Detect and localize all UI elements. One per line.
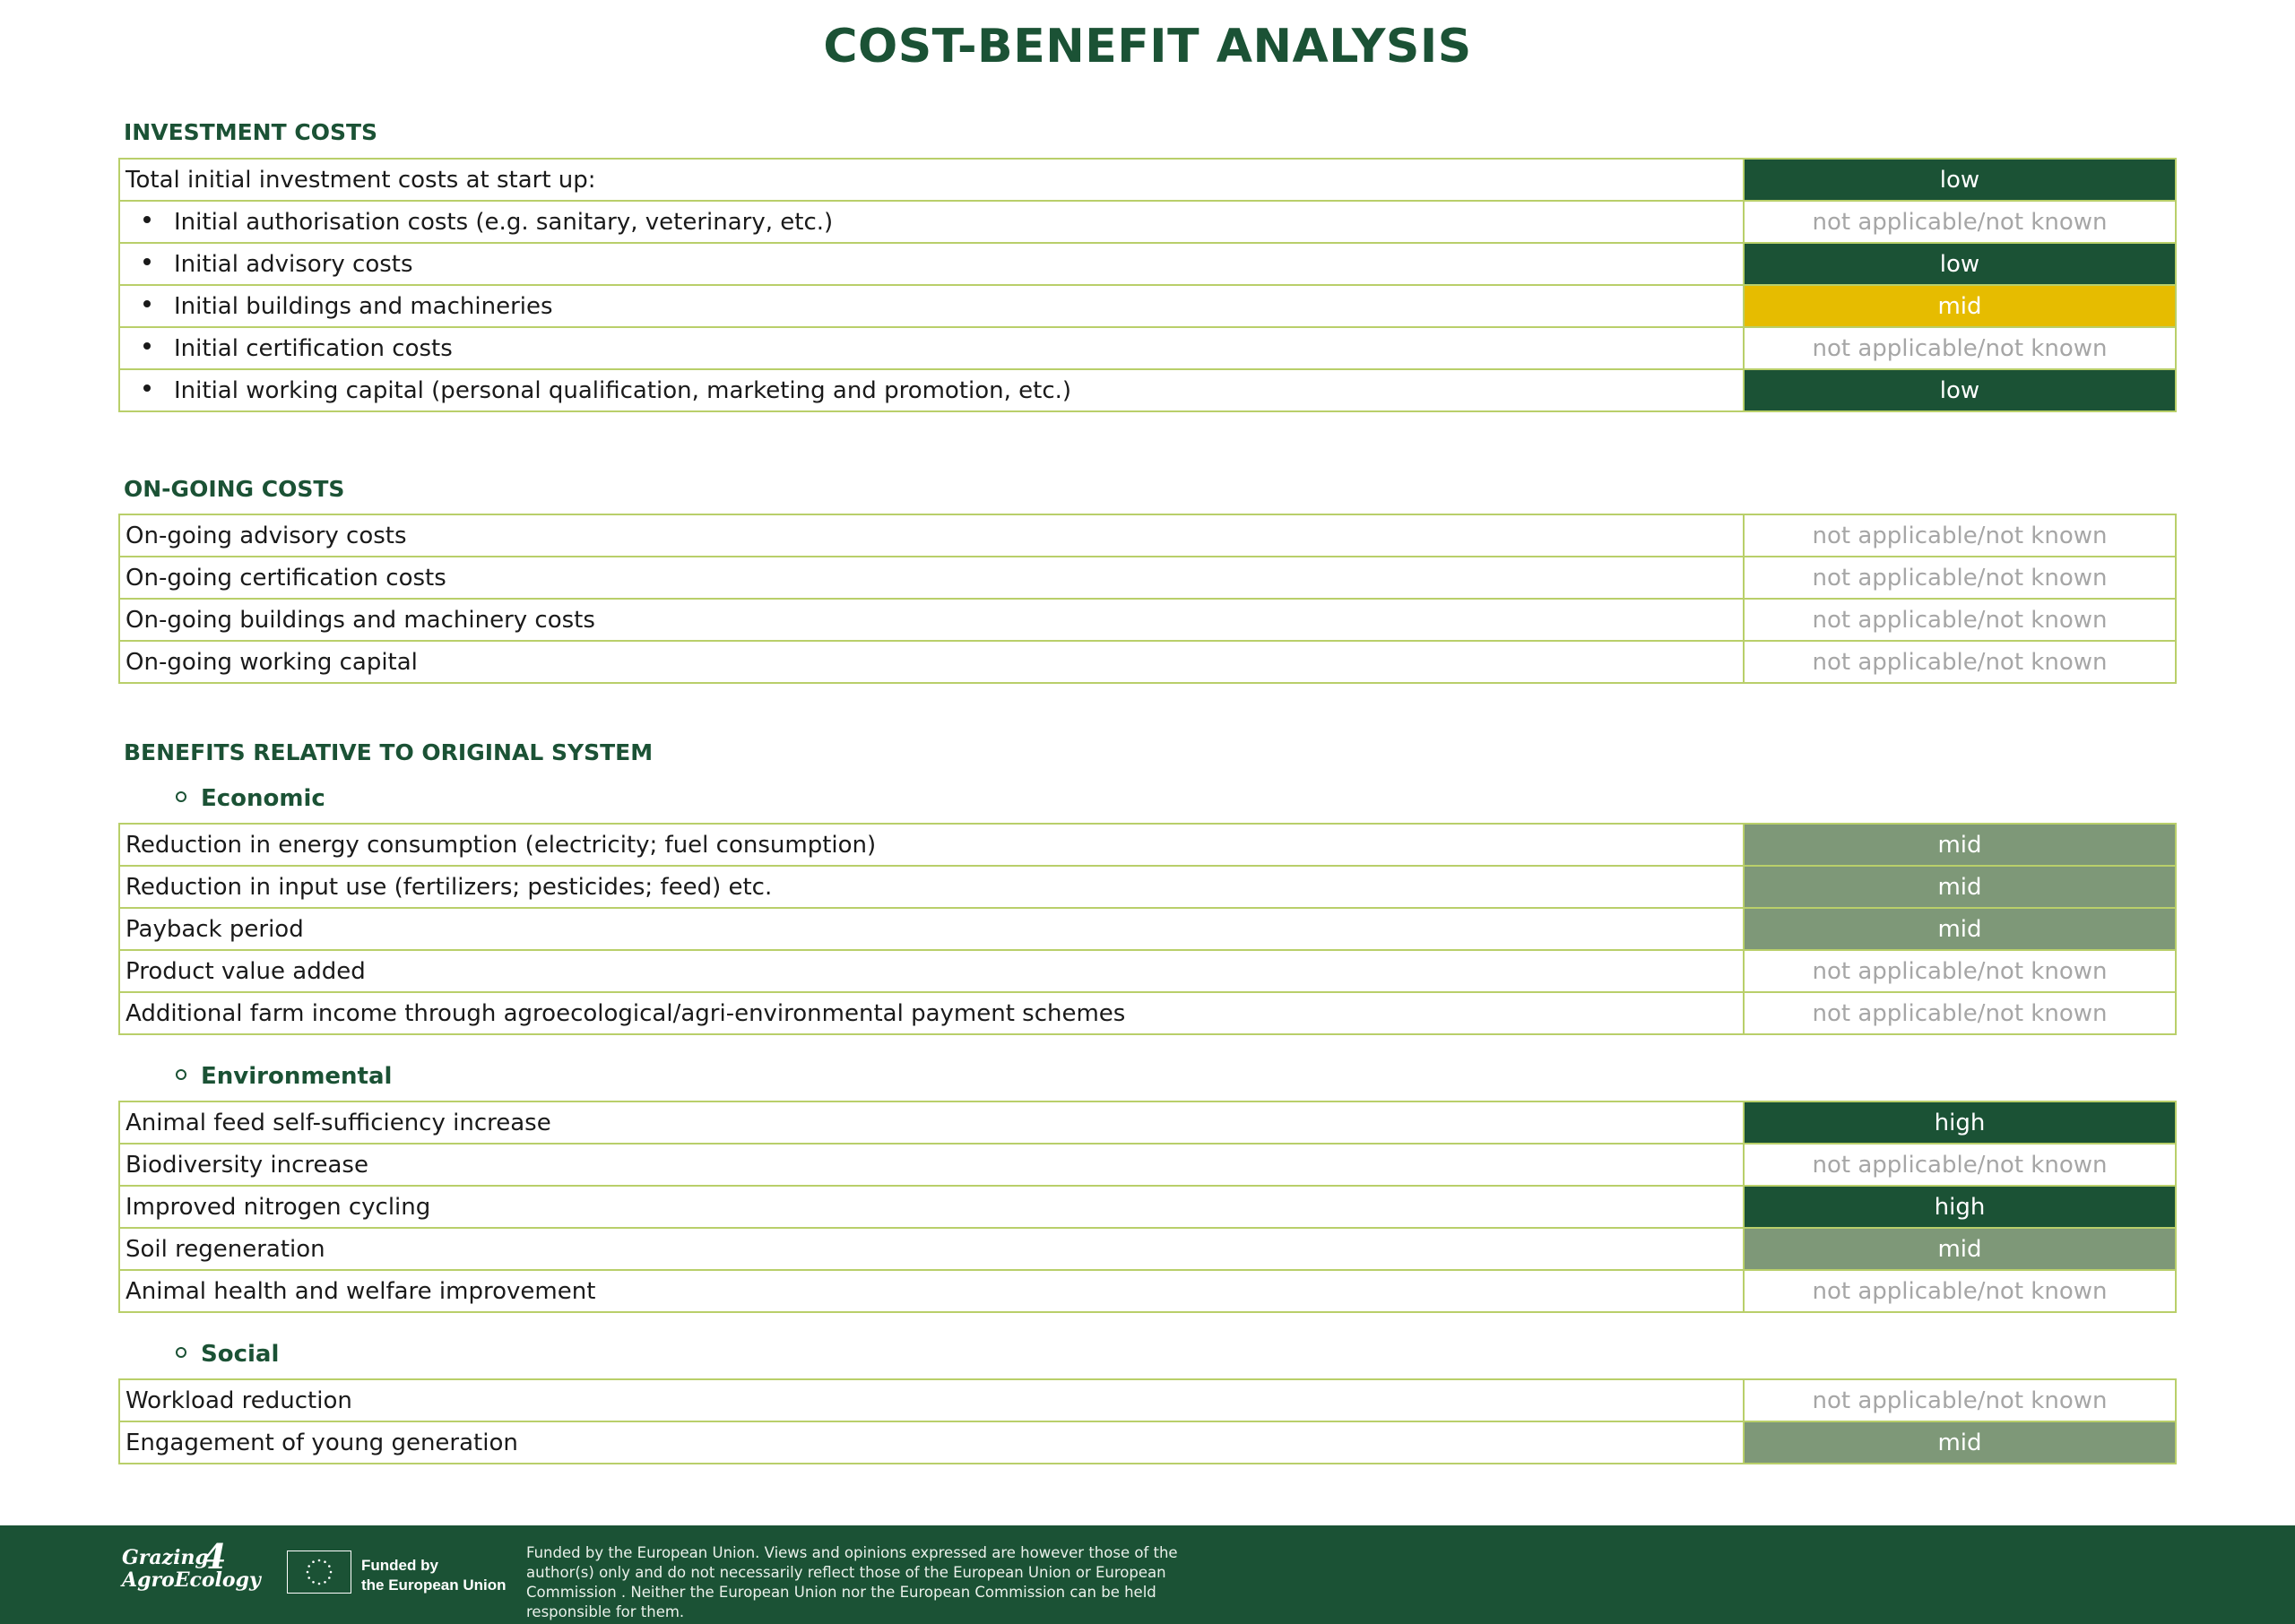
table-row <box>119 866 2176 908</box>
row-label: On-going buildings and machinery costs <box>119 599 1744 641</box>
logo-number: 4 <box>203 1536 227 1576</box>
social-benefits-table <box>118 1378 2177 1464</box>
table-row <box>119 285 2176 327</box>
row-label: Reduction in energy consumption (electricity; fuel consumption) <box>119 824 1744 866</box>
rating-cell: not applicable/not known <box>1744 1379 2176 1421</box>
economic-benefits-table <box>118 823 2177 1035</box>
table-row <box>119 327 2176 369</box>
rating-cell: low <box>1744 369 2176 411</box>
table-row <box>119 1144 2176 1186</box>
rating-cell: not applicable/not known <box>1744 992 2176 1034</box>
bullet-icon <box>143 342 151 350</box>
environmental-subheading <box>176 1058 392 1094</box>
benefits-heading: BENEFITS RELATIVE TO ORIGINAL SYSTEM <box>124 739 654 765</box>
row-label-text: Initial authorisation costs (e.g. sanitary, veterinary, etc.) <box>174 208 834 236</box>
bullet-icon <box>143 384 151 392</box>
rating-cell: mid <box>1744 1421 2176 1464</box>
bullet-icon <box>143 216 151 223</box>
grazing-agroecology-logo <box>122 1536 261 1602</box>
row-label <box>119 369 1744 411</box>
eu-funded-caption <box>361 1556 507 1595</box>
table-row <box>119 201 2176 243</box>
row-label: On-going advisory costs <box>119 514 1744 557</box>
investment-costs-table <box>118 158 2177 412</box>
rating-cell: high <box>1744 1186 2176 1228</box>
row-label: Additional farm income through agroecological/agri-environmental payment schemes <box>119 992 1744 1034</box>
rating-cell: low <box>1744 243 2176 285</box>
rating-cell: not applicable/not known <box>1744 557 2176 599</box>
footer <box>0 1525 2295 1624</box>
circle-bullet-icon <box>176 791 186 802</box>
rating-cell: not applicable/not known <box>1744 201 2176 243</box>
eu-flag-icon <box>287 1551 351 1594</box>
table-row <box>119 243 2176 285</box>
table-row <box>119 159 2176 201</box>
table-row <box>119 1101 2176 1144</box>
ongoing-costs-table <box>118 514 2177 684</box>
environmental-benefits-table <box>118 1101 2177 1313</box>
row-label-text: Initial advisory costs <box>174 250 413 278</box>
table-row <box>119 369 2176 411</box>
page-title: COST-BENEFIT ANALYSIS <box>823 20 1472 73</box>
ongoing-costs-heading: ON-GOING COSTS <box>124 476 345 502</box>
row-label: Reduction in input use (fertilizers; pesticides; feed) etc. <box>119 866 1744 908</box>
table-row <box>119 1421 2176 1464</box>
table-row <box>119 1379 2176 1421</box>
bullet-icon <box>143 258 151 265</box>
bullet-icon <box>143 300 151 307</box>
circle-bullet-icon <box>176 1069 186 1080</box>
table-row <box>119 950 2176 992</box>
row-label: Engagement of young generation <box>119 1421 1744 1464</box>
row-label <box>119 327 1744 369</box>
row-label: On-going working capital <box>119 641 1744 683</box>
social-subheading <box>176 1336 279 1372</box>
eu-stars-icon <box>288 1551 351 1593</box>
row-label-text: Initial certification costs <box>174 334 453 362</box>
rating-cell: not applicable/not known <box>1744 1144 2176 1186</box>
table-row <box>119 1186 2176 1228</box>
table-row <box>119 599 2176 641</box>
rating-cell: mid <box>1744 866 2176 908</box>
eu-caption-line2: the European Union <box>361 1576 507 1594</box>
row-label: Product value added <box>119 950 1744 992</box>
row-label: Animal health and welfare improvement <box>119 1270 1744 1312</box>
row-label-text: Initial working capital (personal qualification, marketing and promotion, etc.) <box>174 376 1072 404</box>
table-row <box>119 1270 2176 1312</box>
rating-cell: mid <box>1744 908 2176 950</box>
economic-subheading <box>176 781 325 816</box>
rating-cell: not applicable/not known <box>1744 599 2176 641</box>
table-row <box>119 908 2176 950</box>
row-label: Animal feed self-sufficiency increase <box>119 1101 1744 1144</box>
table-row <box>119 824 2176 866</box>
logo-line1: Grazing <box>122 1546 209 1569</box>
eu-caption-line1: Funded by <box>361 1557 438 1574</box>
row-label: Payback period <box>119 908 1744 950</box>
row-label-text: Initial buildings and machineries <box>174 292 553 320</box>
rating-cell: not applicable/not known <box>1744 327 2176 369</box>
rating-cell: not applicable/not known <box>1744 514 2176 557</box>
logo-line2: AgroEcology <box>122 1568 261 1592</box>
row-label: Biodiversity increase <box>119 1144 1744 1186</box>
rating-cell: high <box>1744 1101 2176 1144</box>
row-label: On-going certification costs <box>119 557 1744 599</box>
row-label <box>119 285 1744 327</box>
row-label: Soil regeneration <box>119 1228 1744 1270</box>
row-label: Workload reduction <box>119 1379 1744 1421</box>
economic-subheading-text: Economic <box>201 785 325 812</box>
social-subheading-text: Social <box>201 1341 280 1368</box>
rating-cell: mid <box>1744 285 2176 327</box>
eu-disclaimer: Funded by the European Union. Views and opinions expressed are however those of the author(s) only and do not necessarily reflect those of the European Union or European Commission . Neither the European Union nor the European Commission can be held responsible for them. <box>526 1544 1178 1620</box>
environmental-subheading-text: Environmental <box>201 1063 393 1090</box>
row-label <box>119 201 1744 243</box>
rating-cell: not applicable/not known <box>1744 950 2176 992</box>
circle-bullet-icon <box>176 1347 186 1358</box>
rating-cell: not applicable/not known <box>1744 641 2176 683</box>
table-row <box>119 641 2176 683</box>
rating-cell: mid <box>1744 824 2176 866</box>
table-row <box>119 1228 2176 1270</box>
row-label <box>119 243 1744 285</box>
row-label: Improved nitrogen cycling <box>119 1186 1744 1228</box>
rating-cell: low <box>1744 159 2176 201</box>
table-row <box>119 992 2176 1034</box>
investment-costs-heading: INVESTMENT COSTS <box>124 119 378 145</box>
row-label: Total initial investment costs at start up: <box>119 159 1744 201</box>
rating-cell: mid <box>1744 1228 2176 1270</box>
rating-cell: not applicable/not known <box>1744 1270 2176 1312</box>
table-row <box>119 514 2176 557</box>
table-row <box>119 557 2176 599</box>
